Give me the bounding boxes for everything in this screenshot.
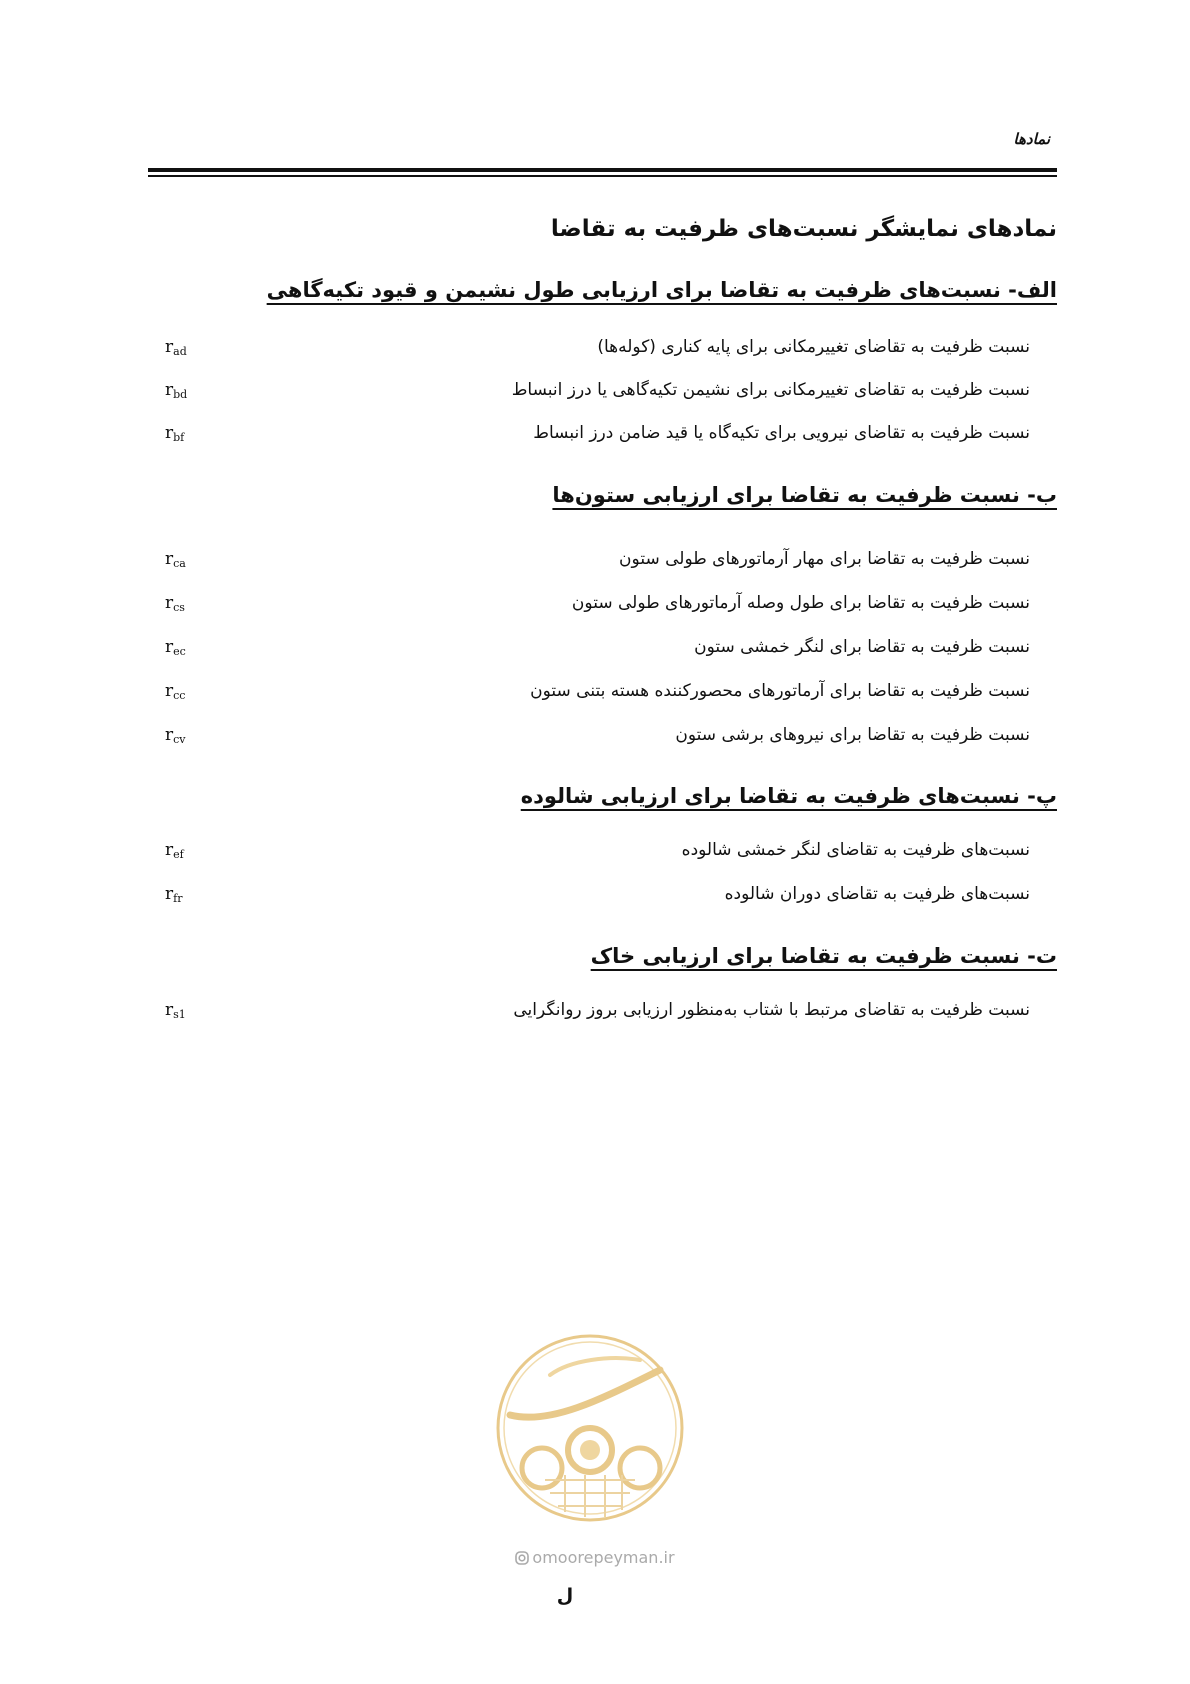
section-heading-a: الف- نسبت‌های ظرفیت به تقاضا برای ارزیابی طول نشیمن و قیود تکیه‌گاهی bbox=[266, 278, 1057, 302]
instagram-icon bbox=[515, 1551, 529, 1565]
symbol-description: نسبت ظرفیت به تقاضا برای طول وصله آرماتورهای طولی ستون bbox=[571, 593, 1030, 613]
header-rule-thin bbox=[148, 175, 1057, 177]
symbol: $r_{cs}$ bbox=[165, 593, 185, 614]
omoorepeyman-logo bbox=[490, 1330, 690, 1525]
symbol: $r_{ad}$ bbox=[165, 337, 187, 358]
page-number: ل bbox=[556, 1585, 574, 1607]
symbol-description: نسبت‌های ظرفیت به تقاضای لنگر خمشی شالوده bbox=[681, 840, 1030, 860]
symbol: $r_{ec}$ bbox=[165, 637, 186, 658]
watermark-website: omoorepeyman.ir bbox=[500, 1548, 690, 1567]
page-title: نمادهای نمایشگر نسبت‌های ظرفیت به تقاضا bbox=[550, 216, 1057, 242]
symbol-description: نسبت ظرفیت به تقاضا برای نیروهای برشی ستون bbox=[675, 725, 1030, 745]
symbol-description: نسبت ظرفیت به تقاضای مرتبط با شتاب به‌منظور ارزیابی بروز روانگرایی bbox=[513, 1000, 1030, 1020]
symbol: $r_{ef}$ bbox=[165, 840, 184, 861]
symbol: $r_{bf}$ bbox=[165, 423, 185, 444]
symbol-description: نسبت ظرفیت به تقاضا برای لنگر خمشی ستون bbox=[694, 637, 1030, 657]
symbol: $r_{cc}$ bbox=[165, 681, 186, 702]
symbol-description: نسبت ظرفیت به تقاضا برای آرماتورهای محصورکننده هسته بتنی ستون bbox=[530, 681, 1030, 701]
symbol-description: نسبت‌های ظرفیت به تقاضای دوران شالوده bbox=[724, 884, 1030, 904]
symbol: $r_{ca}$ bbox=[165, 549, 186, 570]
section-heading-b: ب- نسبت ظرفیت به تقاضا برای ارزیابی ستون‌ها bbox=[552, 483, 1057, 507]
symbol-description: نسبت ظرفیت به تقاضای نیرویی برای تکیه‌گاه یا قید ضامن درز انبساط bbox=[533, 423, 1030, 443]
section-heading-d: ت- نسبت ظرفیت به تقاضا برای ارزیابی خاک bbox=[590, 944, 1057, 968]
section-heading-c: پ- نسبت‌های ظرفیت به تقاضا برای ارزیابی شالوده bbox=[520, 784, 1057, 808]
symbol: $r_{fr}$ bbox=[165, 884, 183, 905]
running-header: نمادها bbox=[1013, 130, 1050, 148]
symbol: $r_{s1}$ bbox=[165, 1000, 186, 1021]
symbol-description: نسبت ظرفیت به تقاضا برای مهار آرماتورهای طولی ستون bbox=[619, 549, 1030, 569]
symbol-description: نسبت ظرفیت به تقاضای تغییرمکانی برای پایه کناری (کوله‌ها) bbox=[597, 337, 1030, 357]
symbol: $r_{bd}$ bbox=[165, 380, 188, 401]
header-rule-thick bbox=[148, 168, 1057, 172]
symbol-description: نسبت ظرفیت به تقاضای تغییرمکانی برای نشیمن تکیه‌گاهی یا درز انبساط bbox=[511, 380, 1030, 400]
symbol: $r_{cv}$ bbox=[165, 725, 186, 746]
